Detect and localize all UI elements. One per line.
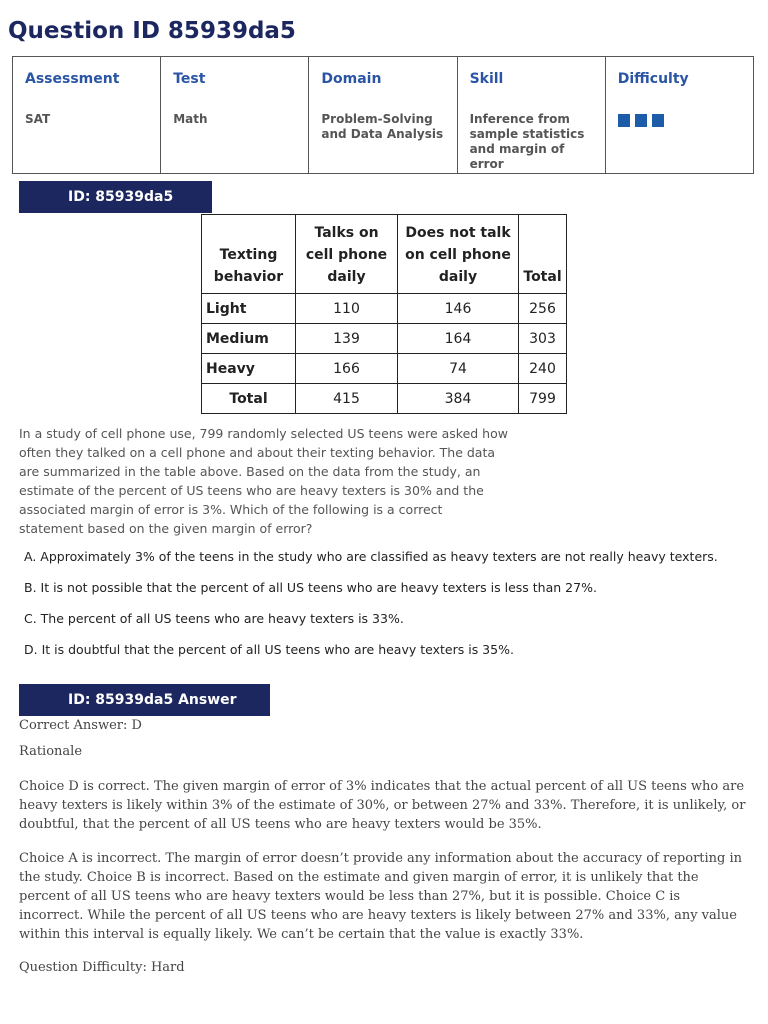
- meta-domain-cell: [309, 57, 457, 174]
- table-cell: 139: [296, 324, 398, 354]
- table-cell: 74: [398, 354, 519, 384]
- choice-a: A. Approximately 3% of the teens in the study who are classified as heavy texters are not really heavy texters.: [24, 549, 718, 564]
- choice-d: D. It is doubtful that the percent of all US teens who are heavy texters is 35%.: [24, 642, 514, 657]
- question-meta-table: [12, 56, 754, 174]
- answer-choices: [24, 548, 718, 672]
- row-label: Light: [202, 294, 296, 324]
- difficulty-square: [652, 114, 664, 127]
- difficulty-square: [618, 114, 630, 127]
- domain-label: Domain: [321, 71, 382, 87]
- table-cell: 303: [519, 324, 567, 354]
- table-cell: 240: [519, 354, 567, 384]
- test-label: Test: [173, 71, 206, 87]
- skill-value: Inference from sample statistics and margin of error: [469, 112, 585, 171]
- col-header: Texting behavior: [202, 215, 296, 294]
- table-cell: 799: [519, 384, 567, 414]
- assessment-label: Assessment: [25, 71, 120, 87]
- data-table: [201, 214, 567, 414]
- difficulty-label: Difficulty: [617, 71, 689, 87]
- difficulty-indicator: [618, 112, 741, 127]
- table-row: [202, 354, 567, 384]
- test-value: Math: [173, 112, 208, 126]
- row-label: Total: [202, 384, 296, 414]
- table-cell: 164: [398, 324, 519, 354]
- meta-assessment-cell: [13, 57, 161, 174]
- col-header: Talks on cell phone daily: [296, 215, 398, 294]
- question-id-banner: ID: 85939da5: [19, 181, 212, 213]
- assessment-value: SAT: [25, 112, 51, 126]
- table-row: [202, 324, 567, 354]
- table-cell: 146: [398, 294, 519, 324]
- table-row: [202, 384, 567, 414]
- col-header: Total: [519, 215, 567, 294]
- rationale-paragraph-2: Choice A is incorrect. The margin of error doesn’t provide any information about the accuracy of reporting in the study. Choice B is incorrect. Based on the estimate and given margin of error, it is unlikely that the percent of all US teens who are heavy texters would be less than 27%, but it is possible. Choice C is incorrect. While the percent of all US teens who are heavy texters is likely between 27% and 33%, any value within this interval is equally likely. We can’t be certain that the value is exactly 33%.: [19, 851, 743, 942]
- table-cell: 256: [519, 294, 567, 324]
- meta-difficulty-cell: [605, 57, 753, 174]
- row-label: Medium: [202, 324, 296, 354]
- row-label: Heavy: [202, 354, 296, 384]
- table-cell: 384: [398, 384, 519, 414]
- rationale-paragraph-1: Choice D is correct. The given margin of error of 3% indicates that the actual percent of all US teens who are heavy texters is likely within 3% of the estimate of 30%, or between 27% and 33%. Therefore, it is unlikely, or doubtful, that the percent of all US teens who are heavy texters would be 35%.: [19, 779, 746, 832]
- choice-b: B. It is not possible that the percent of all US teens who are heavy texters is less than 27%.: [24, 580, 597, 595]
- domain-value: Problem-Solving and Data Analysis: [321, 112, 444, 141]
- col-header: Does not talk on cell phone daily: [398, 215, 519, 294]
- table-cell: 415: [296, 384, 398, 414]
- table-cell: 110: [296, 294, 398, 324]
- correct-answer: Correct Answer: D: [19, 718, 142, 733]
- question-difficulty: Question Difficulty: Hard: [19, 960, 185, 975]
- meta-test-cell: [161, 57, 309, 174]
- table-row: [202, 294, 567, 324]
- difficulty-square: [635, 114, 647, 127]
- table-cell: 166: [296, 354, 398, 384]
- skill-label: Skill: [469, 71, 504, 87]
- page-title: Question ID 85939da5: [8, 18, 296, 44]
- meta-skill-cell: [457, 57, 605, 174]
- answer-id-banner: ID: 85939da5 Answer: [19, 684, 270, 716]
- choice-c: C. The percent of all US teens who are heavy texters is 33%.: [24, 611, 404, 626]
- question-stem: In a study of cell phone use, 799 randomly selected US teens were asked how often they talked on a cell phone and about their texting behavior. The data are summarized in the table above. Based on the data from the study, an estimate of the percent of US teens who are heavy texters is 30% and the associated margin of error is 3%. Which of the following is a correct statement based on the given margin of error?: [19, 426, 508, 536]
- rationale-label: Rationale: [19, 744, 83, 759]
